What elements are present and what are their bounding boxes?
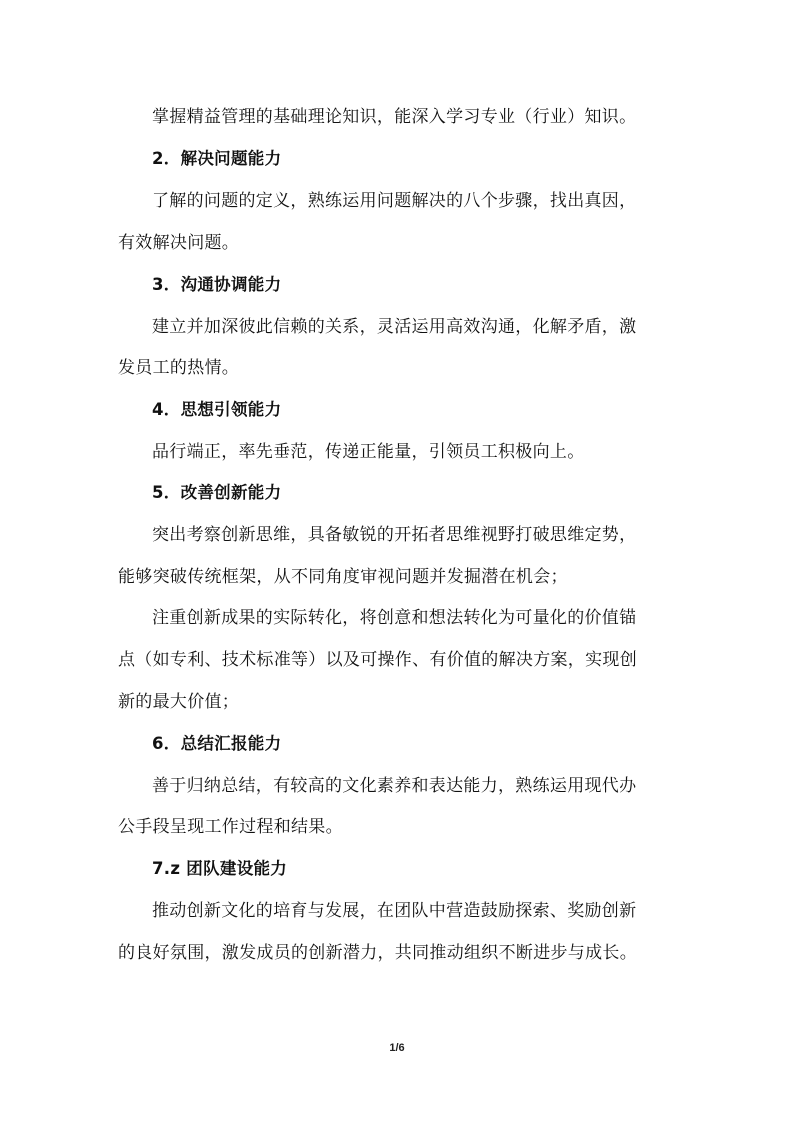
paragraph-line: 突出考察创新思维，具备敏锐的开拓者思维视野打破思维定势， (152, 525, 637, 545)
paragraph-line: 推动创新文化的培育与发展，在团队中营造鼓励探索、奖励创新 (152, 901, 637, 921)
section-heading-7: 7.z 团队建设能力 (152, 859, 288, 878)
section-heading-4: 4．思想引领能力 (152, 400, 282, 419)
paragraph-line: 善于归纳总结，有较高的文化素养和表达能力，熟练运用现代办 (152, 776, 637, 796)
paragraph-line: 建立并加深彼此信赖的关系，灵活运用高效沟通，化解矛盾，激 (152, 317, 637, 337)
paragraph-line: 有效解决问题。 (118, 233, 240, 253)
page-number: 1/6 (389, 1042, 405, 1054)
paragraph-line: 品行端正，率先垂范，传递正能量，引领员工积极向上。 (152, 442, 585, 462)
paragraph-line: 发员工的热情。 (118, 358, 240, 378)
paragraph-line: 掌握精益管理的基础理论知识，能深入学习专业（行业）知识。 (152, 107, 637, 127)
paragraph-line: 能够突破传统框架，从不同角度审视问题并发掘潜在机会； (118, 567, 568, 587)
section-heading-5: 5．改善创新能力 (152, 483, 282, 502)
paragraph-line: 新的最大价值； (118, 692, 240, 712)
paragraph-line: 公手段呈现工作过程和结果。 (118, 817, 343, 837)
paragraph-line: 的良好氛围，激发成员的创新潜力，共同推动组织不断进步与成长。 (118, 943, 637, 963)
paragraph-line: 了解的问题的定义，熟练运用问题解决的八个步骤，找出真因， (152, 191, 637, 211)
paragraph-line: 注重创新成果的实际转化，将创意和想法转化为可量化的价值锚 (152, 608, 637, 628)
section-heading-2: 2．解决问题能力 (152, 149, 282, 168)
paragraph-line: 点（如专利、技术标准等）以及可操作、有价值的解决方案，实现创 (118, 650, 637, 670)
section-heading-3: 3．沟通协调能力 (152, 275, 282, 294)
section-heading-6: 6．总结汇报能力 (152, 734, 282, 753)
